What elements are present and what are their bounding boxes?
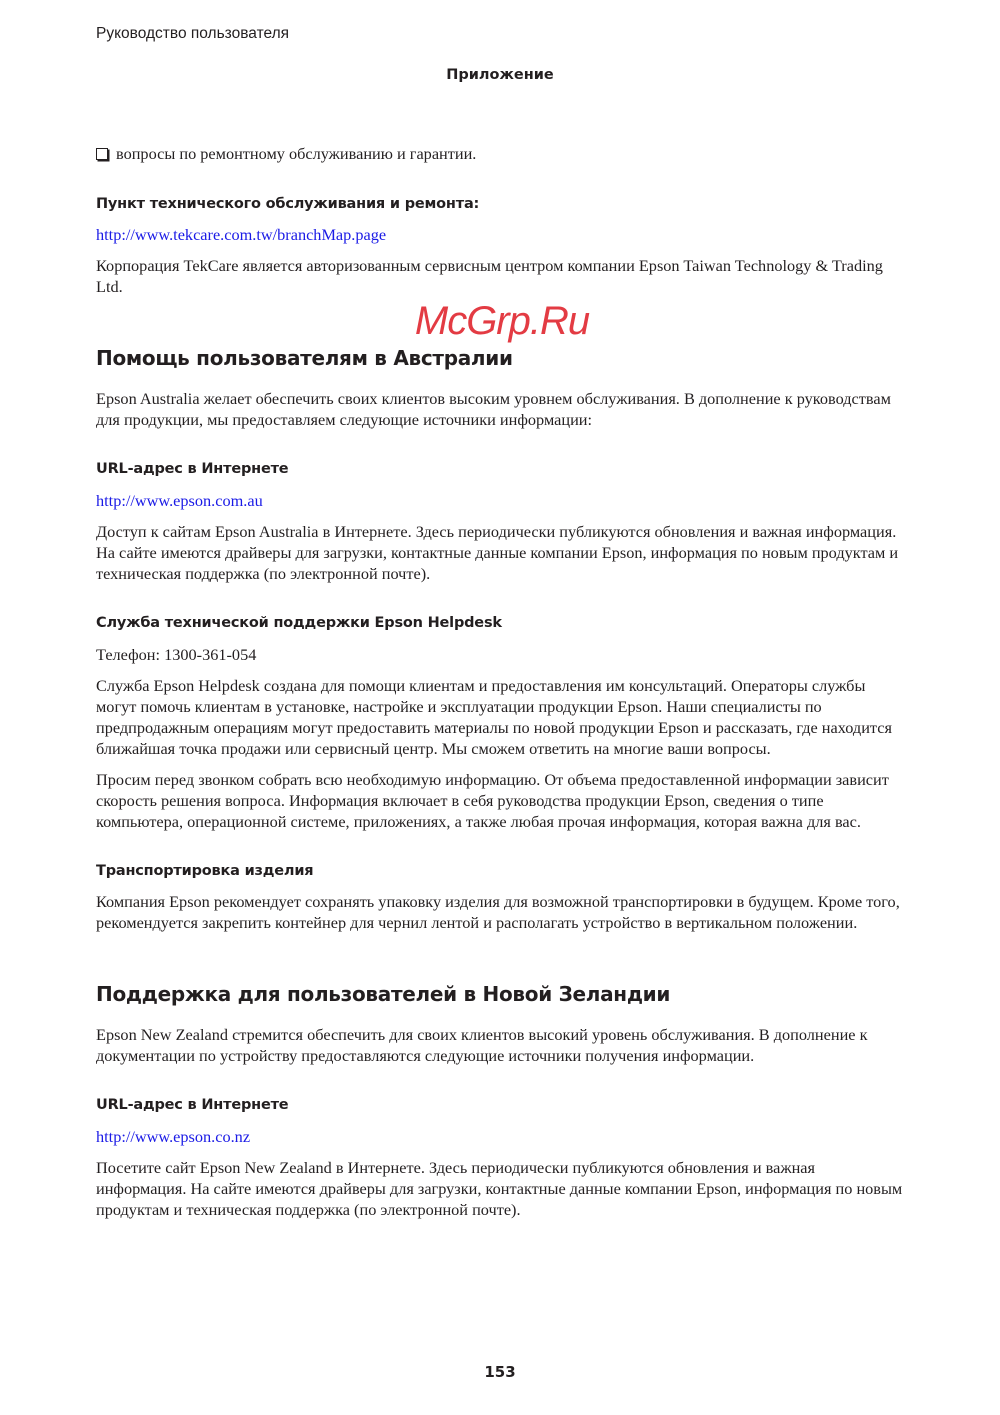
bullet-text: вопросы по ремонтному обслуживанию и гарантии. [116, 144, 477, 163]
bullet-item [96, 143, 908, 164]
taiwan-text: Корпорация TekCare является авторизованным сервисным центром компании Epson Taiwan Technology & Trading Ltd. [96, 256, 883, 296]
checkbox-bullet-icon [96, 148, 108, 160]
helpdesk-phone: Телефон: 1300-361-054 [96, 645, 257, 664]
transport-text: Компания Epson рекомендует сохранять упаковку изделия для возможной транспортировки в будущем. Кроме того, рекомендуется закрепить контейнер для чернил лентой и располагать устройство в вертикальном положении. [96, 892, 900, 932]
australia-intro: Epson Australia желает обеспечить своих клиентов высоким уровнем обслуживания. В дополнение к руководствам для продукции, мы предоставляем следующие источники информации: [96, 389, 891, 429]
tekcare-link[interactable]: http://www.tekcare.com.tw/branchMap.page [96, 225, 387, 244]
epson-nz-link[interactable]: http://www.epson.co.nz [96, 1127, 251, 1146]
taiwan-service-heading: Пункт технического обслуживания и ремонта: [96, 196, 480, 212]
page-number: 153 [484, 1363, 516, 1381]
helpdesk-text-2: Просим перед звонком собрать всю необходимую информацию. От объема предоставленной информации зависит скорость решения вопроса. Информация включает в себя руководства продукции Epson, сведения о типе компьютера, операционной системе, приложениях, а также любая прочая информация, которая важна для вас. [96, 770, 889, 831]
new-zealand-heading: Поддержка для пользователей в Новой Зеландии [96, 982, 671, 1006]
watermark: McGrp.Ru [414, 299, 590, 343]
running-title: Руководство пользователя [96, 25, 290, 42]
helpdesk-heading: Служба технической поддержки Epson Helpdesk [96, 615, 502, 631]
new-zealand-intro: Epson New Zealand стремится обеспечить для своих клиентов высокий уровень обслуживания. В дополнение к документации по устройству предоставляются следующие источники получения информации. [96, 1025, 868, 1065]
australia-url-text: Доступ к сайтам Epson Australia в Интернете. Здесь периодически публикуются обновления и важная информация. На сайте имеются драйверы для загрузки, контактные данные компании Epson, информация по новым продуктам и техническая поддержка (по электронной почте). [96, 522, 899, 583]
new-zealand-url-heading: URL-адрес в Интернете [96, 1097, 289, 1113]
helpdesk-text: Служба Epson Helpdesk создана для помощи клиентам и предоставления им консультаций. Операторы службы могут помочь клиентам в установке, настройке и эксплуатации продукции Epson. Наши специалисты по предпродажным операциям могут предоставить материалы по новой продукции Epson и рассказать, где находится ближайшая точка продажи или сервисный центр. Мы сможем ответить на многие ваши вопросы. [96, 676, 892, 758]
australia-url-heading: URL-адрес в Интернете [96, 461, 289, 477]
australia-heading: Помощь пользователям в Австралии [96, 346, 513, 370]
epson-au-link[interactable]: http://www.epson.com.au [96, 491, 263, 510]
section-title: Приложение [446, 67, 554, 83]
new-zealand-url-text: Посетите сайт Epson New Zealand в Интернете. Здесь периодически публикуются обновления и важная информация. На сайте имеются драйверы для загрузки, контактные данные компании Epson, информация по новым продуктам и техническая поддержка (по электронной почте). [96, 1158, 903, 1219]
page-body [96, 143, 908, 1220]
transport-heading: Транспортировка изделия [96, 863, 314, 879]
